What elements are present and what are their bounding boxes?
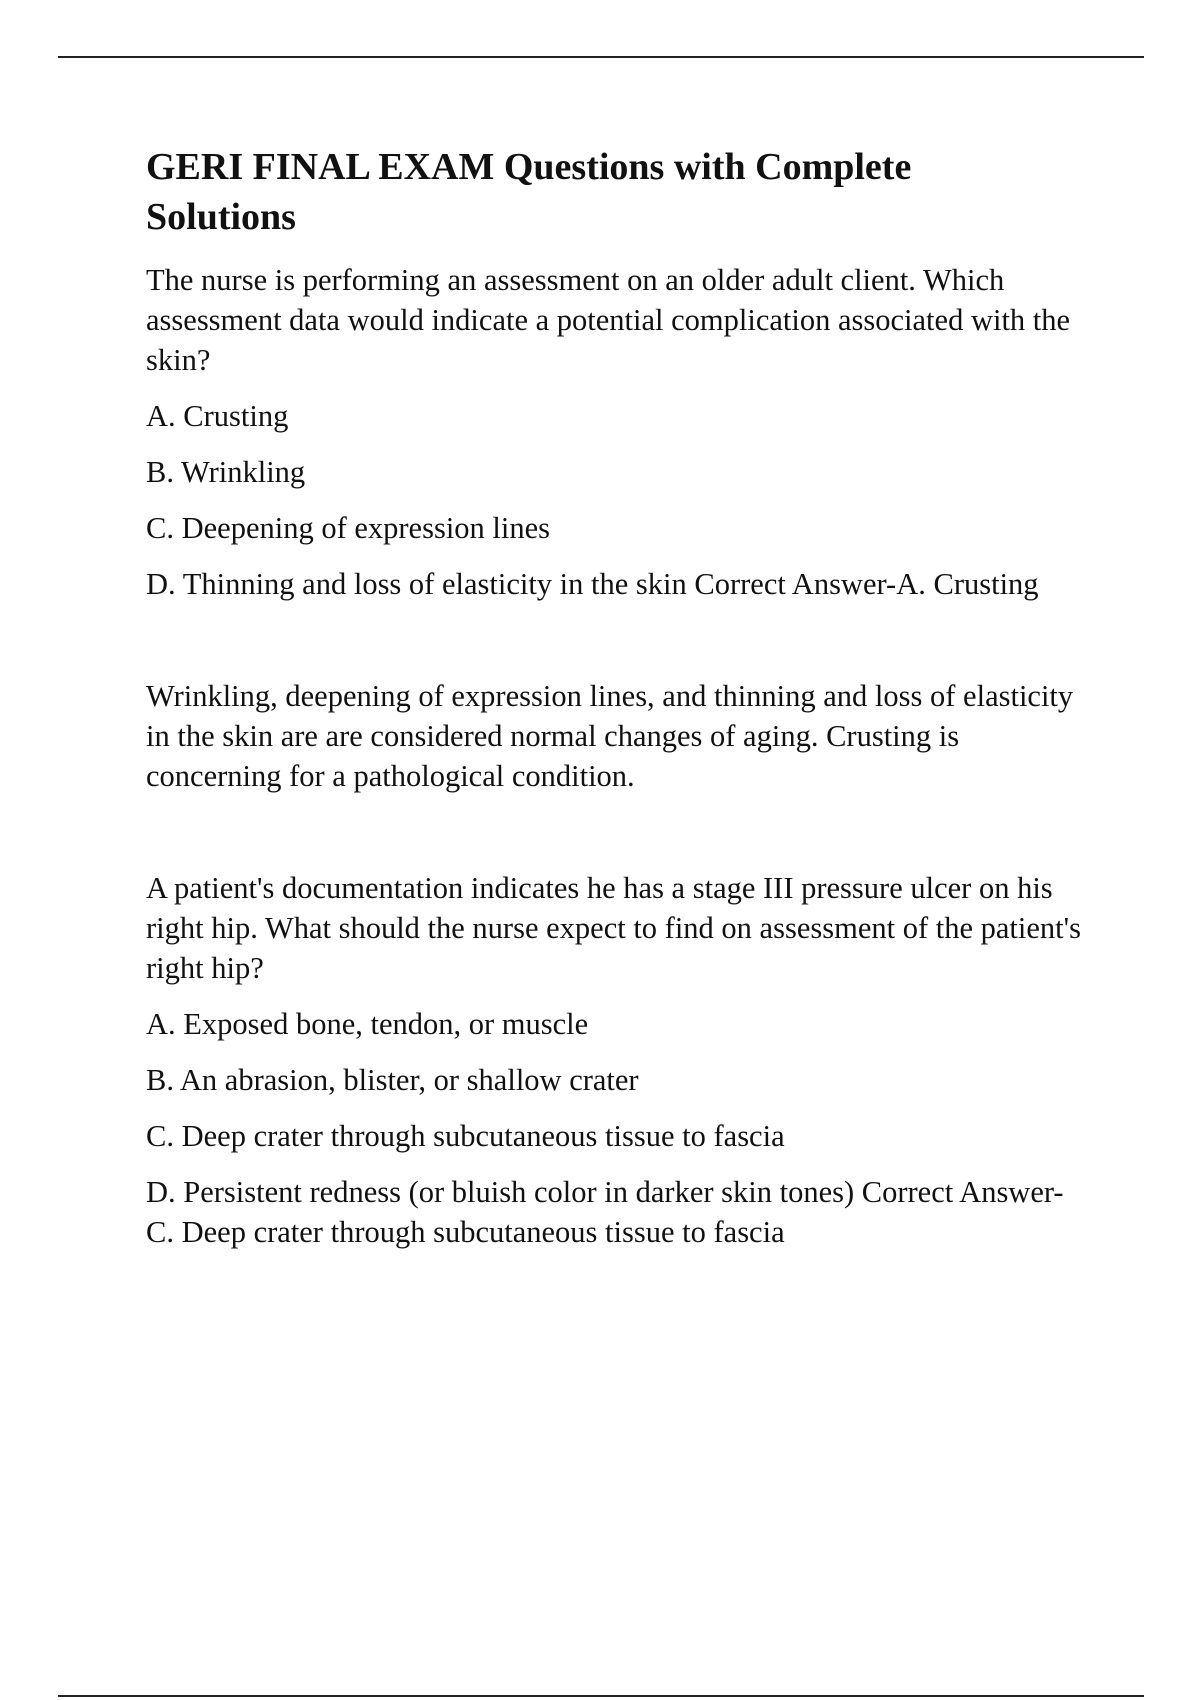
document-title: GERI FINAL EXAM Questions with Complete Solutions <box>146 146 912 238</box>
question-stem: A patient's documentation indicates he has a stage III pressure ulcer on his right hip. What should the nurse expect to find on assessment of the patient's right hip? <box>146 871 1082 985</box>
answer-option-a: A. Crusting <box>146 399 289 433</box>
question-2 <box>146 868 1086 1252</box>
document-body <box>146 142 1086 1252</box>
answer-option-c: C. Deepening of expression lines <box>146 511 551 545</box>
question-1 <box>146 260 1086 796</box>
answer-option-c: C. Deep crater through subcutaneous tissue to fascia <box>146 1119 785 1153</box>
answer-option-a: A. Exposed bone, tendon, or muscle <box>146 1007 589 1041</box>
header-rule <box>58 56 1144 58</box>
answer-explanation: Wrinkling, deepening of expression lines, and thinning and loss of elasticity in the skin are are considered normal changes of aging. Crusting is concerning for a pathological condition. <box>146 679 1074 793</box>
footer-rule <box>58 1695 1144 1697</box>
answer-option-d: D. Thinning and loss of elasticity in the skin Correct Answer-A. Crusting <box>146 567 1039 601</box>
answer-option-b: B. An abrasion, blister, or shallow crater <box>146 1063 639 1097</box>
answer-option-b: B. Wrinkling <box>146 455 306 489</box>
answer-option-d: D. Persistent redness (or bluish color in darker skin tones) Correct Answer-C. Deep crater through subcutaneous tissue to fascia <box>146 1175 1064 1249</box>
question-stem: The nurse is performing an assessment on an older adult client. Which assessment data would indicate a potential complication associated with the skin? <box>146 263 1071 377</box>
